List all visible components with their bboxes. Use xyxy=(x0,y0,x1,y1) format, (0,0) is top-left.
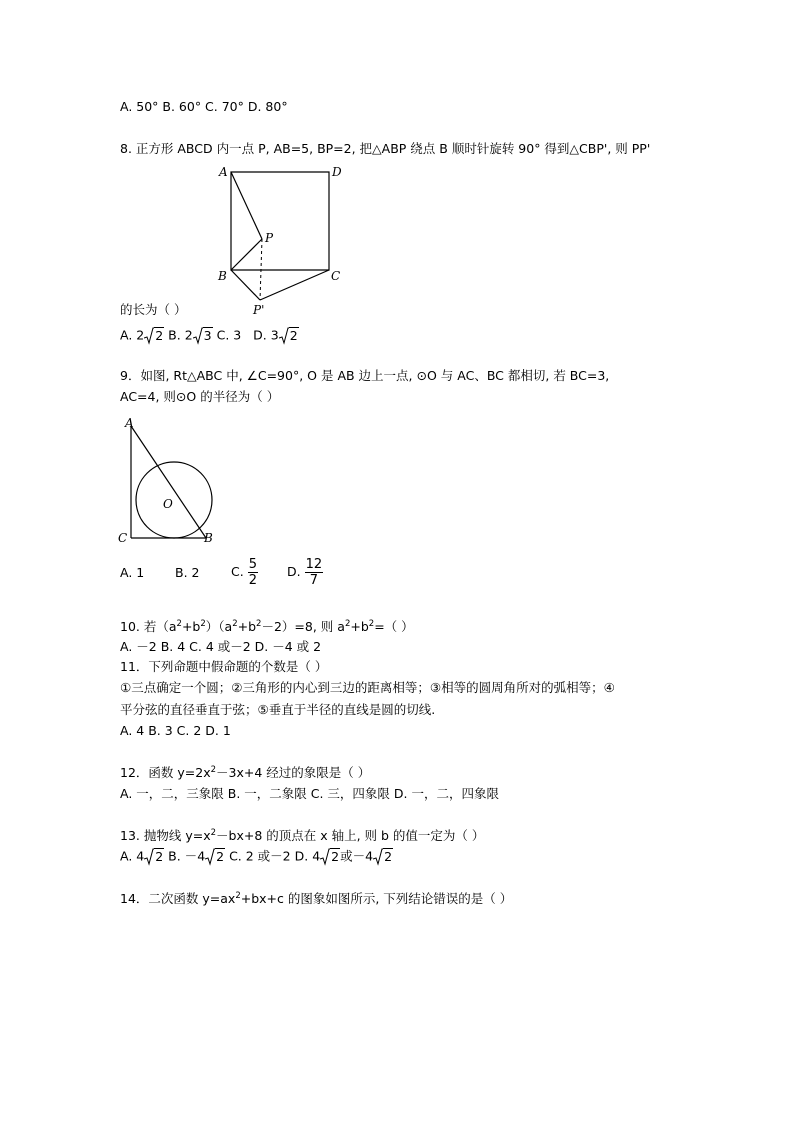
q9-option-d xyxy=(287,557,323,588)
q13-option-b-radicand: 2 xyxy=(216,848,225,864)
text: －3x+4 经过的象限是（ ） xyxy=(216,765,371,780)
q9-option-b: B. 2 xyxy=(175,565,200,580)
q13-option-a-radicand: 2 xyxy=(155,848,164,864)
q8-option-a-prefix: A. xyxy=(120,327,137,343)
q8-option-b-coef: 2 xyxy=(184,327,193,343)
q10-options: A. －2 B. 4 C. 4 或－2 D. －4 或 2 xyxy=(120,639,322,654)
denominator: 7 xyxy=(309,573,318,588)
superscript: 2 xyxy=(232,619,238,629)
superscript: 2 xyxy=(344,619,351,629)
label-p-prime: P' xyxy=(253,303,265,317)
sqrt-icon xyxy=(279,327,289,345)
q7-options: A. 50° B. 60° C. 70° D. 80° xyxy=(120,99,288,114)
q8-option-d-prefix: D. xyxy=(253,327,271,343)
q8-stem: 8. 正方形 ABCD 内一点 P, AB=5, BP=2, 把△ABP 绕点 B 顺时针旋转 90° 得到△CBP', 则 PP' xyxy=(120,141,651,156)
q9-option-a: A. 1 xyxy=(120,565,145,580)
label-a: A xyxy=(219,165,228,179)
q13-option-c: C. 2 或－2 xyxy=(225,848,291,864)
segment-ap xyxy=(231,172,262,239)
label-c: C xyxy=(118,531,128,545)
label-d: D xyxy=(332,165,342,179)
label-b: B xyxy=(218,269,227,283)
sqrt-icon xyxy=(320,848,330,866)
superscript: 2 xyxy=(368,619,375,629)
q11-statements-line1: ①三点确定一个圆；②三角形的内心到三边的距离相等；③相等的圆周角所对的弧相等；④ xyxy=(120,680,615,695)
incircle-o xyxy=(136,462,212,538)
q12-stem xyxy=(120,765,370,781)
fraction xyxy=(248,557,258,588)
numerator: 5 xyxy=(248,557,257,572)
q8-options xyxy=(120,327,299,345)
label-c: C xyxy=(331,269,341,283)
sqrt-icon xyxy=(193,327,203,345)
sqrt-icon xyxy=(205,848,215,866)
text: 12．函数 y=2x xyxy=(120,765,211,780)
q9-stem-line1: 9．如图, Rt△ABC 中, ∠C=90°, O 是 AB 边上一点, ⊙O 与 AC、BC 都相切, 若 BC=3, xyxy=(120,368,610,383)
q9-figure xyxy=(115,414,225,549)
q11-statements-line2: 平分弦的直径垂直于弦；⑤垂直于半径的直线是圆的切线. xyxy=(120,702,436,717)
text: －2）=8, 则 a xyxy=(261,619,345,634)
q8-option-b-radicand: 3 xyxy=(203,327,212,343)
q8-figure xyxy=(215,160,350,318)
q9-option-c xyxy=(231,557,258,588)
q13-option-d-prefix: D. xyxy=(294,848,313,864)
q14-stem xyxy=(120,891,512,907)
q13-option-d-radicand2: 2 xyxy=(384,848,393,864)
sqrt-icon xyxy=(373,848,383,866)
superscript: 2 xyxy=(235,891,241,901)
q13-option-d-radicand: 2 xyxy=(331,848,340,864)
q9-option-d-prefix: D. xyxy=(287,564,305,579)
text: －bx+8 的顶点在 x 轴上, 则 b 的值一定为（ ） xyxy=(216,828,485,843)
segment-ppc xyxy=(260,270,329,300)
q8-option-d-radicand: 2 xyxy=(289,327,298,343)
text: +bx+c 的图象如图所示, 下列结论错误的是（ ） xyxy=(240,891,513,906)
q13-stem xyxy=(120,828,484,844)
denominator: 2 xyxy=(248,573,257,588)
superscript: 2 xyxy=(176,619,182,629)
text: 14．二次函数 y=ax xyxy=(120,891,236,906)
q13-option-d-coef: 4 xyxy=(312,848,321,864)
segment-bpp xyxy=(231,270,260,300)
superscript: 2 xyxy=(210,828,217,838)
label-o: O xyxy=(163,497,173,511)
q13-option-d-coef2: 4 xyxy=(365,848,374,864)
label-p: P xyxy=(265,231,274,245)
q8-option-d-coef: 3 xyxy=(270,327,279,343)
q13-option-b-prefix: B. － xyxy=(164,848,198,864)
text: +b xyxy=(237,619,257,634)
fraction xyxy=(305,557,324,588)
q10-stem xyxy=(120,619,414,635)
text: +b xyxy=(350,619,369,634)
q9-option-c-prefix: C. xyxy=(231,564,248,579)
text: 10. 若（a xyxy=(120,619,177,634)
q8-option-a-coef: 2 xyxy=(136,327,145,343)
text: =（ ） xyxy=(374,619,414,634)
q13-option-d-mid: 或－ xyxy=(340,848,366,864)
sqrt-icon xyxy=(144,327,154,345)
segment-bp xyxy=(231,239,262,270)
q13-option-b-coef: 4 xyxy=(197,848,206,864)
q13-options xyxy=(120,848,393,866)
q11-stem: 11．下列命题中假命题的个数是（ ） xyxy=(120,659,328,674)
label-b: B xyxy=(204,531,213,545)
q12-options: A. 一，二，三象限 B. 一，二象限 C. 三，四象限 D. 一，二，四象限 xyxy=(120,786,499,801)
superscript: 2 xyxy=(200,619,206,629)
numerator: 12 xyxy=(305,557,323,572)
q8-option-c: C. 3 xyxy=(216,327,242,343)
q8-option-b-prefix: B. xyxy=(168,327,185,343)
q11-options: A. 4 B. 3 C. 2 D. 1 xyxy=(120,723,231,738)
text: +b xyxy=(181,619,201,634)
text: ）（a xyxy=(205,619,233,634)
sqrt-icon xyxy=(144,848,154,866)
q8-option-a-radicand: 2 xyxy=(155,327,164,343)
q13-option-a-coef: 4 xyxy=(136,848,145,864)
q8-stem-tail: 的长为（ ） xyxy=(120,302,187,317)
superscript: 2 xyxy=(210,765,217,775)
q9-stem-line2: AC=4, 则⊙O 的半径为（ ） xyxy=(120,389,280,404)
text: 13. 抛物线 y=x xyxy=(120,828,211,843)
q13-option-a-prefix: A. xyxy=(120,848,137,864)
label-a: A xyxy=(125,416,134,430)
superscript: 2 xyxy=(256,619,262,629)
